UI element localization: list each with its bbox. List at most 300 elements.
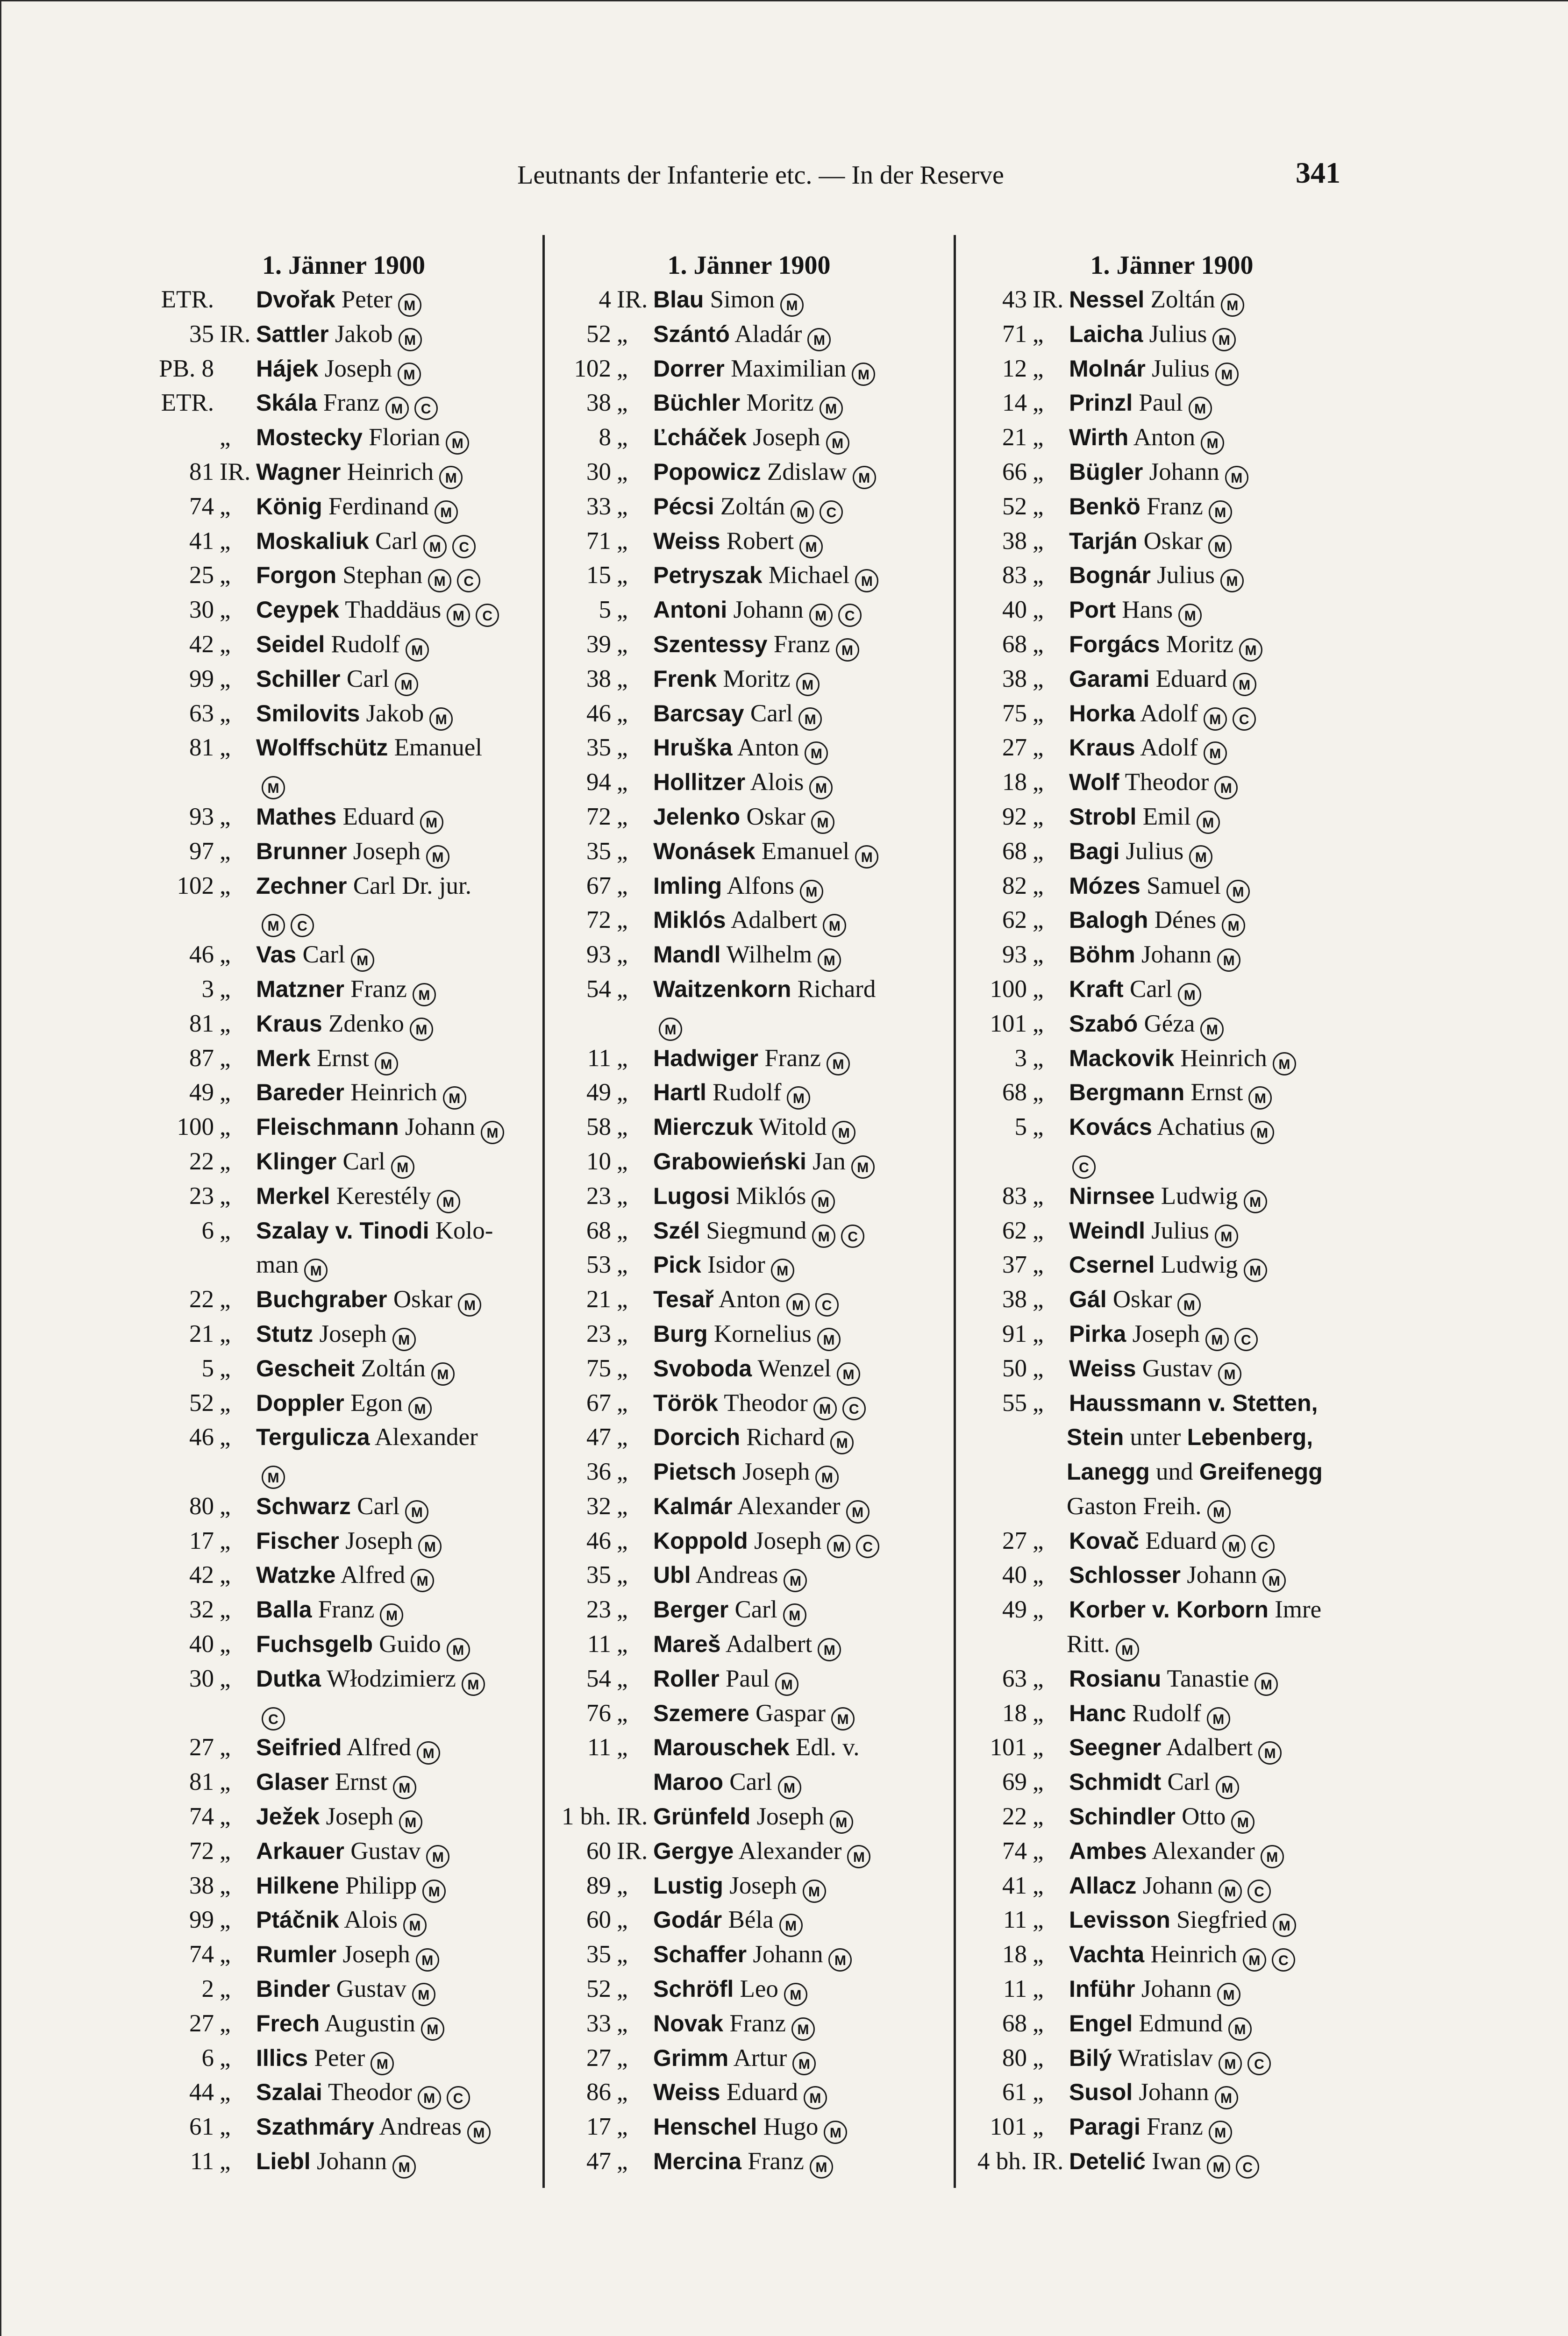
officer-name: [1060, 317, 1387, 352]
roster-entry: [543, 352, 955, 386]
unit-mark: IR.: [1033, 2148, 1064, 2175]
given-name: Oskar: [746, 803, 806, 830]
surname: Ptáčnik: [256, 1907, 339, 1933]
circled-m-icon: M: [398, 363, 421, 386]
given-name: Ernst: [1190, 1079, 1243, 1106]
entry-continuation: [543, 1765, 955, 1800]
unit-mark: „: [617, 424, 628, 451]
unit-mark: „: [1033, 492, 1044, 520]
roster-entry: [146, 1007, 541, 1041]
circled-m-icon: M: [423, 535, 447, 558]
surname: Mercina: [653, 2148, 741, 2175]
unit-mark: „: [617, 1631, 628, 1658]
regiment-number: 38: [586, 665, 611, 692]
unit-mark: „: [617, 458, 628, 485]
regiment-number: 102: [574, 355, 611, 382]
officer-name: [247, 1800, 541, 1834]
regiment-number: 92: [1002, 803, 1027, 830]
unit-mark: „: [1033, 872, 1044, 899]
regiment-number: 41: [1002, 1872, 1027, 1899]
surname: Ľcháček: [653, 424, 747, 451]
roster-entry: [146, 1386, 541, 1421]
unit-mark: „: [1033, 2009, 1044, 2037]
roster-entry: [543, 662, 955, 697]
roster-entry: [957, 2110, 1387, 2144]
officer-name: [1060, 662, 1387, 697]
circled-c-icon: C: [414, 397, 438, 420]
regiment-number: 68: [1002, 2009, 1027, 2037]
unit-mark: „: [220, 872, 231, 899]
given-name: Paul: [725, 1665, 770, 1692]
roster-entry: [957, 662, 1387, 697]
regiment-number: 40: [189, 1631, 214, 1658]
unit-mark: „: [1033, 1079, 1044, 1106]
roster-entry: [543, 1627, 955, 1662]
officer-name: [247, 1972, 541, 2007]
given-name: Alexander: [1152, 1837, 1255, 1865]
officer-name: [644, 2007, 955, 2041]
regiment-number: 10: [586, 1147, 611, 1175]
circled-m-icon: M: [426, 845, 449, 869]
unit-mark: „: [1033, 1286, 1044, 1313]
roster-entry: [543, 1834, 955, 1869]
given-name: Eduard: [1145, 1527, 1217, 1554]
surname: Godár: [653, 1907, 722, 1933]
surname: Dorrer: [653, 355, 725, 382]
officer-name: [1060, 2110, 1387, 2144]
given-name: Alexander: [374, 1424, 478, 1451]
unit-mark: „: [617, 320, 628, 348]
surname: Engel: [1069, 2010, 1133, 2037]
given-name: Alfred: [340, 1561, 406, 1589]
given-name: Eduard: [1155, 665, 1227, 692]
circled-m-icon: M: [809, 604, 833, 627]
given-name: Julius: [1149, 320, 1207, 348]
roster-entry: [543, 1282, 955, 1317]
officer-name: [644, 1420, 955, 1455]
circled-m-icon: M: [824, 2121, 847, 2144]
regiment-number: 21: [189, 1320, 214, 1347]
given-name: Jakob: [335, 320, 393, 348]
regiment-number: 93: [586, 941, 611, 969]
regiment-number: 47: [586, 2148, 611, 2175]
unit-mark: „: [617, 389, 628, 417]
regiment-number: 35: [189, 320, 214, 348]
officer-name: [247, 834, 541, 869]
officer-name: [247, 283, 541, 317]
unit-mark: „: [220, 975, 231, 1003]
officer-name: [644, 1972, 955, 2007]
unit-mark: „: [1033, 1251, 1044, 1279]
unit-mark: „: [220, 2113, 231, 2141]
given-name: Gustav: [1142, 1354, 1213, 1382]
officer-name: [1060, 1834, 1387, 1869]
surname: Buchgraber: [256, 1286, 387, 1313]
officer-name: [247, 1041, 541, 1076]
circled-m-icon: M: [775, 1673, 798, 1696]
unit-mark: „: [220, 527, 231, 555]
officer-name: [644, 938, 955, 972]
unit-mark: „: [220, 1803, 231, 1830]
surname: Lanegg: [1067, 1459, 1150, 1485]
entry-continuation: [957, 1455, 1387, 1489]
roster-entry: [957, 455, 1387, 490]
regiment-number: 18: [1002, 1941, 1027, 1968]
given-name: Gustav: [350, 1837, 421, 1865]
officer-name: [644, 317, 955, 352]
given-name: Franz: [318, 1596, 375, 1624]
officer-name: [247, 558, 541, 593]
surname: Mostecky: [256, 424, 363, 451]
surname: Waitzenkorn: [653, 976, 791, 1002]
officer-name: [1060, 1214, 1387, 1248]
given-name: Adolf: [1140, 699, 1198, 727]
surname: Barcsay: [653, 700, 744, 726]
officer-name: [247, 1317, 541, 1352]
officer-name: [644, 283, 955, 317]
roster-entry: [146, 2007, 541, 2041]
roster-entry: [146, 938, 541, 972]
circled-c-icon: C: [1251, 1535, 1275, 1558]
regiment-number: 38: [586, 389, 611, 417]
regiment-number: 11: [587, 1631, 611, 1658]
roster-entry: [543, 938, 955, 972]
regiment-number: 89: [586, 1872, 611, 1899]
unit-mark: „: [617, 1906, 628, 1934]
officer-name: [644, 2110, 955, 2144]
regiment-number: 33: [586, 492, 611, 520]
officer-name: [1060, 1972, 1387, 2007]
given-name: Carl: [357, 1492, 400, 1520]
circled-m-icon: M: [371, 2052, 394, 2075]
roster-entry: [146, 386, 541, 420]
unit-mark: „: [220, 699, 231, 727]
given-name: Carl: [375, 527, 418, 555]
unit-mark: „: [617, 2148, 628, 2175]
officer-name: [247, 1593, 541, 1627]
officer-name: [247, 1765, 541, 1800]
officer-name: [1060, 1041, 1387, 1076]
roster-entry: [146, 524, 541, 559]
given-name: Richard: [797, 975, 876, 1003]
surname: Gál: [1069, 1286, 1107, 1313]
officer-name: [247, 1386, 541, 1421]
officer-name: [1060, 765, 1387, 800]
regiment-number: 82: [1002, 872, 1027, 899]
officer-name: [247, 317, 541, 352]
unit-mark: „: [1033, 1734, 1044, 1761]
given-name: Franz: [350, 975, 407, 1003]
surname: Arkauer: [256, 1837, 344, 1864]
roster-entry: [957, 869, 1387, 904]
roster-entry: [957, 386, 1387, 420]
surname: König: [256, 493, 322, 520]
officer-name: [1060, 800, 1387, 834]
roster-entry: [146, 1524, 541, 1559]
circled-m-icon: M: [1215, 2086, 1238, 2109]
roster-entry: [543, 558, 955, 593]
given-name: Franz: [773, 630, 830, 658]
given-name: Carl: [1167, 1768, 1210, 1796]
regiment-number: 23: [586, 1182, 611, 1210]
given-name: Kornelius: [713, 1320, 812, 1347]
regiment-number: 40: [1002, 596, 1027, 624]
surname: Novak: [653, 2010, 724, 2037]
surname: Tarján: [1069, 527, 1138, 554]
officer-name: [1060, 1765, 1387, 1800]
given-name: Gaston Freih.: [1067, 1492, 1202, 1520]
regiment-number: 81: [189, 458, 214, 485]
officer-name: [644, 903, 955, 938]
unit-mark: „: [220, 1561, 231, 1589]
officer-name: [247, 1007, 541, 1041]
roster-entry: [146, 1282, 541, 1317]
officer-name: [644, 1800, 955, 1834]
circled-c-icon: C: [1272, 1948, 1295, 1972]
unit-mark: „: [1033, 2044, 1044, 2072]
officer-name: [1060, 1696, 1387, 1731]
officer-name: [543, 1765, 955, 1800]
unit-mark: „: [220, 424, 231, 451]
regiment-number: 83: [1002, 1182, 1027, 1210]
surname: Hilkene: [256, 1872, 339, 1899]
circled-m-icon: M: [810, 2155, 833, 2179]
given-name: Ritt.: [1067, 1631, 1110, 1658]
circled-m-icon: M: [421, 2017, 444, 2041]
officer-name: [247, 1524, 541, 1559]
circled-m-icon: M: [813, 1397, 837, 1420]
given-name: Adalbert: [730, 906, 818, 934]
surname: Pick: [653, 1252, 701, 1278]
surname: Bareder: [256, 1079, 344, 1106]
given-name: Johann: [405, 1113, 476, 1141]
surname: Bügler: [1069, 458, 1143, 485]
given-name: Iwan: [1152, 2148, 1202, 2175]
given-name: Johann: [1187, 1561, 1257, 1589]
roster-entry: [146, 1145, 541, 1179]
unit-mark: „: [617, 1872, 628, 1899]
officer-name: [1060, 1075, 1387, 1110]
regiment-number: 46: [586, 1527, 611, 1554]
roster-entry: [543, 1489, 955, 1524]
roster-entry: [957, 283, 1387, 317]
officer-name: [247, 869, 541, 904]
given-name: Stephan: [342, 562, 423, 589]
surname: Port: [1069, 597, 1116, 623]
officer-name: [247, 2007, 541, 2041]
surname: Hartl: [653, 1079, 706, 1106]
surname: Doppler: [256, 1389, 344, 1416]
roster-entry: [543, 1352, 955, 1386]
circled-m-icon: M: [818, 948, 841, 972]
surname: Ubl: [653, 1562, 691, 1588]
officer-name: [247, 731, 541, 765]
given-name: Wilhelm: [726, 941, 813, 969]
given-name: Anton: [719, 1286, 781, 1313]
surname: Detelić: [1069, 2148, 1146, 2175]
circled-m-icon: M: [420, 811, 443, 834]
unit-mark: „: [617, 1665, 628, 1692]
officer-name: [1060, 2007, 1387, 2041]
given-name: Siegfried: [1176, 1906, 1268, 1934]
officer-name: [644, 490, 955, 524]
roster-entry: [957, 1558, 1387, 1593]
given-name: Franz: [1147, 2113, 1203, 2141]
roster-entry: [543, 420, 955, 455]
roster-entry: [957, 1248, 1387, 1282]
surname: Mathes: [256, 803, 337, 830]
officer-name: [247, 800, 541, 834]
given-name: Joseph: [353, 837, 421, 865]
roster-entry: [543, 1558, 955, 1593]
circled-m-icon: M: [1222, 914, 1245, 937]
circled-m-icon: M: [405, 1500, 428, 1524]
officer-name: [1060, 938, 1387, 972]
unit-mark: „: [617, 1389, 628, 1417]
given-name: Tanastie: [1167, 1665, 1249, 1692]
circled-m-icon: M: [428, 569, 451, 592]
circled-m-icon: M: [416, 1948, 439, 1972]
given-name: Zdislaw: [767, 458, 847, 485]
entry-continuation: [957, 1420, 1387, 1455]
roster-entry: [146, 1075, 541, 1110]
officer-name: [957, 1145, 1387, 1179]
regiment-number: 11: [1003, 1975, 1027, 2003]
surname: Kovač: [1069, 1527, 1140, 1554]
given-name: Joseph: [754, 1527, 822, 1554]
unit-mark: „: [617, 2044, 628, 2072]
unit-mark: „: [1033, 1872, 1044, 1899]
given-name: Johann: [1142, 1872, 1213, 1899]
unit-mark: „: [617, 1561, 628, 1589]
unit-mark: „: [1033, 527, 1044, 555]
surname: Levisson: [1069, 1907, 1170, 1933]
circled-m-icon: M: [1244, 1190, 1267, 1213]
circled-m-icon: M: [828, 1948, 852, 1972]
circled-m-icon: M: [799, 535, 823, 558]
roster-entry: [543, 1869, 955, 1903]
regiment-number: 72: [586, 803, 611, 830]
unit-mark: „: [220, 630, 231, 658]
circled-m-icon: M: [431, 1362, 455, 1386]
regiment-number: ETR.: [161, 286, 214, 313]
given-name: Carl: [1129, 975, 1173, 1003]
circled-c-icon: C: [841, 1225, 864, 1248]
unit-mark: „: [220, 1734, 231, 1761]
given-name: Theodor: [1125, 769, 1209, 796]
given-name: Simon: [710, 286, 775, 313]
officer-name: [247, 490, 541, 524]
officer-name: [644, 1317, 955, 1352]
roster-entry: [543, 1524, 955, 1559]
surname: Berger: [653, 1596, 729, 1623]
roster-entry: [146, 1558, 541, 1593]
given-name: Guido: [379, 1631, 441, 1658]
regiment-number: 81: [189, 1768, 214, 1796]
roster-entry: [146, 1937, 541, 1972]
roster-entry: [146, 283, 541, 317]
given-name: Franz: [764, 1044, 821, 1072]
roster-entry: [957, 800, 1387, 834]
regiment-number: 11: [1003, 1906, 1027, 1934]
officer-name: [644, 1869, 955, 1903]
unit-mark: „: [1033, 837, 1044, 865]
regiment-number: 94: [586, 769, 611, 796]
unit-mark: „: [1033, 1803, 1044, 1830]
regiment-number: 80: [189, 1492, 214, 1520]
circled-m-icon: M: [412, 1983, 435, 2006]
unit-mark: IR.: [617, 1837, 648, 1865]
surname: Hájek: [256, 355, 319, 382]
given-name: Włodzimierz: [327, 1665, 456, 1692]
entry-list: [146, 283, 541, 2179]
circled-m-icon: M: [1215, 363, 1239, 386]
circled-c-icon: C: [842, 1397, 866, 1420]
unit-mark: „: [1033, 1389, 1044, 1417]
surname: Rumler: [256, 1941, 337, 1968]
surname: Brunner: [256, 838, 347, 864]
given-name: Jan: [813, 1147, 846, 1175]
given-name: Franz: [323, 389, 380, 417]
entry-continuation: [957, 1489, 1387, 1524]
unit-mark: „: [1033, 2113, 1044, 2141]
surname: Dutka: [256, 1665, 321, 1692]
officer-name: [644, 1489, 955, 1524]
officer-name: [247, 455, 541, 490]
circled-m-icon: M: [447, 604, 470, 627]
surname: Wirth: [1069, 424, 1129, 451]
circled-m-icon: M: [380, 1603, 403, 1627]
roster-entry: [146, 627, 541, 662]
circled-m-icon: M: [826, 431, 849, 455]
circled-m-icon: M: [830, 1431, 854, 1454]
roster-entry: [957, 1110, 1387, 1145]
circled-m-icon: M: [1258, 1741, 1282, 1765]
circled-m-icon: M: [413, 983, 436, 1006]
surname: Gergye: [653, 1837, 734, 1864]
regiment-number: 30: [189, 1665, 214, 1692]
unit-mark: IR.: [220, 320, 251, 348]
circled-m-icon: M: [784, 1983, 807, 2006]
unit-mark: „: [617, 699, 628, 727]
circled-m-icon: M: [262, 914, 285, 937]
regiment-number: 81: [189, 1010, 214, 1037]
regiment-number: 12: [1002, 355, 1027, 382]
roster-entry: [957, 1179, 1387, 1214]
given-name: Robert: [726, 527, 794, 555]
circled-m-icon: M: [1248, 1086, 1272, 1110]
circled-c-icon: C: [447, 2086, 470, 2109]
roster-entry: [146, 490, 541, 524]
unit-mark: „: [617, 1079, 628, 1106]
officer-name: [644, 627, 955, 662]
roster-entry: [543, 1214, 955, 1248]
surname: Weiss: [1069, 1355, 1136, 1382]
surname: Antoni: [653, 597, 727, 623]
circled-m-icon: M: [1239, 638, 1262, 662]
roster-entry: [146, 1731, 541, 1765]
given-name: Isidor: [707, 1251, 765, 1279]
given-name: Carl Dr. jur.: [353, 872, 471, 899]
circled-m-icon: M: [804, 2086, 827, 2109]
roster-entry: [957, 697, 1387, 731]
unit-mark: „: [220, 1010, 231, 1037]
circled-c-icon: C: [291, 914, 314, 937]
circled-c-icon: C: [476, 604, 499, 627]
given-name: Egon: [350, 1389, 403, 1417]
given-name: Carl: [302, 941, 345, 969]
unit-mark: „: [220, 1354, 231, 1382]
